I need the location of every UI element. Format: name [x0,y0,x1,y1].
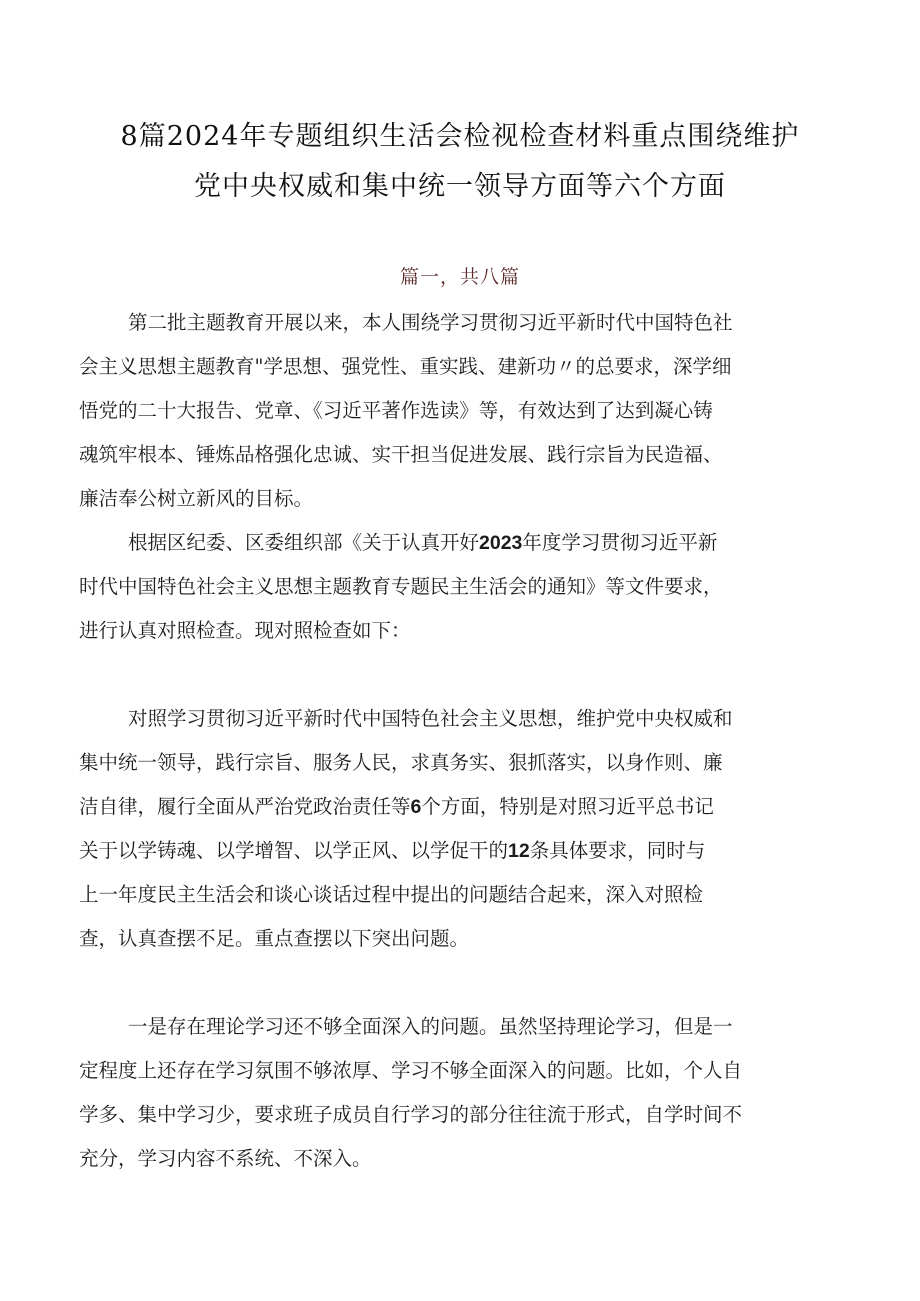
paragraph-3-line: 查，认真查摆不足。重点查摆以下突出问题。 [79,927,470,950]
paragraph-3-line: 集中统一领导，践行宗旨、服务人民，求真务实、狠抓落实，以身作则、廉 [79,751,723,774]
document-title-line-2: 党中央权威和集中统一领导方面等六个方面 [194,171,726,202]
count-number: 12 [508,840,530,862]
paragraph-3-line: 上一年度民主生活会和谈心谈话过程中提出的问题结合起来，深入对照检 [79,883,704,906]
paragraph-1-line: 悟党的二十大报告、党章、《习近平著作选读》等，有效达到了达到凝心铸 [79,399,713,422]
count-number: 6 [410,796,422,818]
paragraph-2-text: 根据区纪委、区委组织部《关于认真开好 [128,531,480,554]
paragraph-1-line: 廉洁奉公树立新风的目标。 [79,487,314,510]
section-heading-1 [128,660,854,690]
paragraph-3-text: 洁自律，履行全面从严治党政治责任等 [79,795,411,818]
year-number: 2023 [479,532,523,554]
paragraph-4-line: 充分，学习内容不系统、不深入。 [79,1147,372,1170]
document-title-line-1: 8篇2024年专题组织生活会检视检查材料重点围绕维护 [120,121,800,152]
section-subtitle: 篇一，共八篇 [399,266,520,288]
paragraph-2-text: 年度学习贯彻习近平新 [522,531,718,554]
section-heading-2 [160,968,854,998]
paragraph-2-line: 时代中国特色社会主义思想主题教育专题民主生活会的通知》等文件要求， [79,575,723,598]
paragraph-3-text: 关于以学铸魂、以学增智、以学正风、以学促干的 [79,839,509,862]
paragraph-3-text: 条具体要求，同时与 [529,839,706,862]
paragraph-1-line: 第二批主题教育开展以来，本人围绕学习贯彻习近平新时代中国特色社 [128,311,733,334]
paragraph-2-line: 进行认真对照检查。现对照检查如下： [79,619,411,642]
paragraph-3-text: 个方面，特别是对照习近平总书记 [421,795,714,818]
paragraph-4-line: 学多、集中学习少，要求班子成员自行学习的部分往往流于形式，自学时间不 [79,1103,743,1126]
paragraph-4-line: 一是存在理论学习还不够全面深入的问题。虽然坚持理论学习，但是一 [128,1015,733,1038]
paragraph-1-line: 会主义思想主题教育"学思想、强党性、重实践、建新功〃的总要求，深学细 [79,355,732,378]
paragraph-3-line: 对照学习贯彻习近平新时代中国特色社会主义思想，维护党中央权威和 [128,707,733,730]
paragraph-3-line [79,792,854,822]
paragraph-1-line: 魂筑牢根本、锤炼品格强化忠诚、实干担当促进发展、践行宗旨为民造福、 [79,443,723,466]
paragraph-3-line [79,836,854,866]
paragraph-4-line: 定程度上还存在学习氛围不够浓厚、学习不够全面深入的问题。比如，个人自 [79,1059,743,1082]
paragraph-2-line [128,528,854,558]
